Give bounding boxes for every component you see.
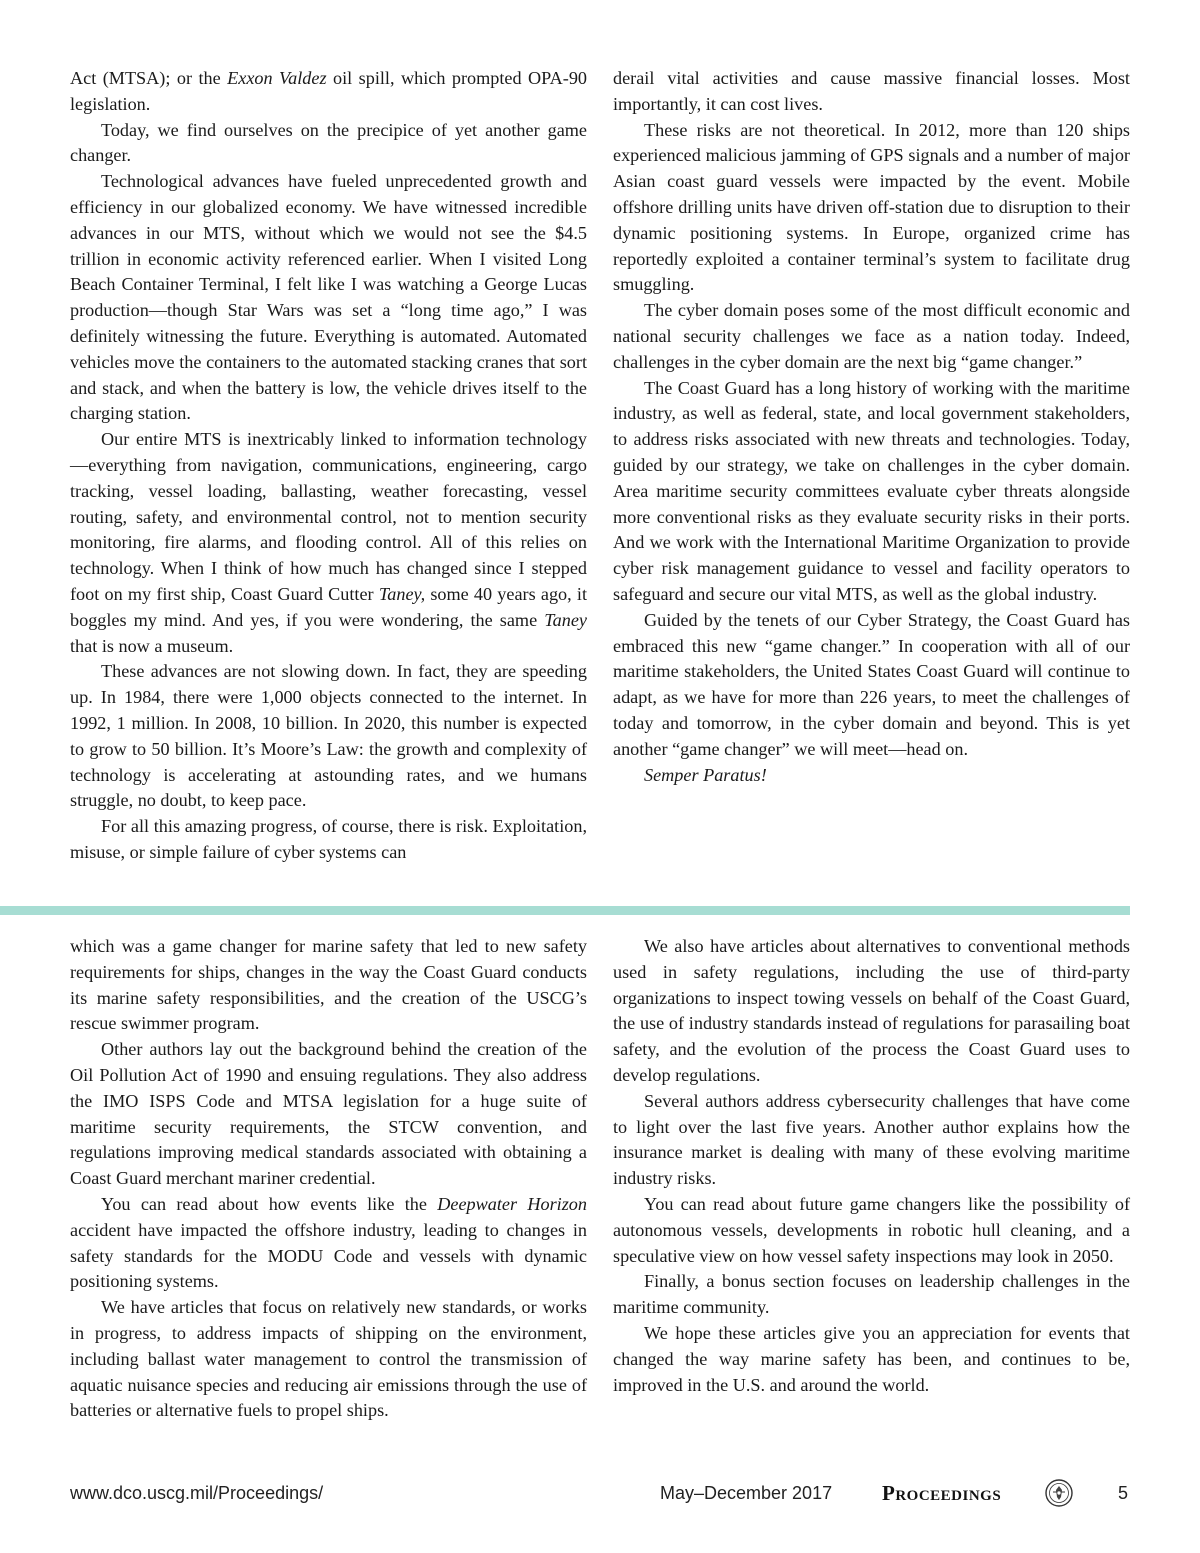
column-top-left	[70, 66, 587, 866]
paragraph	[613, 934, 1130, 1089]
paragraph	[70, 1192, 587, 1295]
footer-publication-title: Proceedings	[882, 1481, 1002, 1505]
paragraph	[70, 1037, 587, 1192]
text-run: Finally, a bonus section focuses on leadership challenges in the maritime community.	[613, 1271, 1130, 1318]
paragraph	[613, 66, 1130, 118]
text-run: which was a game changer for marine safety that led to new safety requirements for ships, changes in the way the Coast Guard conducts its marine safety responsibilities, and the creation of the USCG’s rescue swimmer program.	[70, 936, 587, 1034]
paragraph	[70, 659, 587, 814]
text-run: Guided by the tenets of our Cyber Strategy, the Coast Guard has embraced this new “game changer.” In cooperation with all of our maritime stakeholders, the United States Coast Guard will continue to adapt, as we have for more than 226 years, to meet the challenges of today and tomorrow, in the cyber domain and beyond. This is yet another “game changer” we will meet—head on.	[613, 609, 1130, 759]
text-run: The cyber domain poses some of the most difficult economic and national security challenges we face as a nation today. Indeed, challenges in the cyber domain are the next big “game changer.”	[613, 300, 1130, 372]
column-bottom-right	[613, 934, 1130, 1424]
section-divider	[0, 906, 1130, 915]
paragraph	[70, 427, 587, 659]
italic-text: Exxon Valdez	[227, 68, 327, 88]
text-run: We hope these articles give you an appreciation for events that changed the way marine safety has been, and continues to be, improved in the U.S. and around the world.	[613, 1322, 1130, 1395]
text-run: Today, we find ourselves on the precipice of yet another game changer.	[70, 119, 587, 166]
paragraph	[613, 763, 1130, 789]
footer-url-link[interactable]: www.dco.uscg.mil/Proceedings/	[70, 1483, 324, 1503]
column-top-right	[613, 66, 1130, 866]
text-run: derail vital activities and cause massive financial losses. Most importantly, it can cost lives.	[613, 68, 1130, 114]
paragraph	[613, 376, 1130, 608]
paragraph	[70, 1295, 587, 1424]
text-run: that is now a museum.	[70, 635, 234, 656]
italic-text: Taney	[544, 609, 587, 630]
paragraph	[70, 118, 587, 170]
text-run: some 40 years ago, it boggles my mind. And yes, if you were wondering, the same	[70, 583, 587, 630]
italic-text: Semper Paratus!	[644, 764, 767, 785]
italic-text: Taney,	[378, 583, 426, 604]
italic-text: Deepwater Horizon	[437, 1193, 587, 1214]
text-run: These risks are not theoretical. In 2012, more than 120 ships experienced malicious jamming of GPS signals and a number of major Asian coast guard vessels were impacted by the event. Mobile offshore drilling units have driven off-station due to disruption to their dynamic positioning systems. In Europe, organized crime has reportedly exploited a container terminal’s system to facilitate drug smuggling.	[613, 119, 1130, 295]
column-bottom-left	[70, 934, 587, 1424]
paragraph	[613, 1192, 1130, 1269]
text-run: We have articles that focus on relatively new standards, or works in progress, to address impacts of shipping on the environment, including ballast water management to control the transmission of aquatic nuisance species and reducing air emissions through the use of batteries or alternative fuels to propel ships.	[70, 1297, 587, 1421]
paragraph	[613, 1269, 1130, 1321]
paragraph	[70, 814, 587, 866]
text-run: oil spill, which prompted OPA-90 legislation.	[70, 68, 588, 114]
uscg-seal-icon	[1045, 1479, 1073, 1507]
paragraph	[613, 298, 1130, 375]
page-number: 5	[1118, 1483, 1129, 1503]
text-run: We also have articles about alternatives to conventional methods used in safety regulations, including the use of third-party organizations to inspect towing vessels on behalf of the Coast Guard, the use of industry standards instead of regulations for parasailing boat safety, and the evolution of the process the Coast Guard uses to develop regulations.	[613, 936, 1130, 1085]
text-run: Our entire MTS is inextricably linked to information technology—everything from navigation, communications, engineering, cargo tracking, vessel loading, ballasting, weather forecasting, vessel routing, safety, and environmental control, not to mention security monitoring, fire alarms, and flooding control. All of this relies on technology. When I think of how much has changed since I stepped foot on my first ship, Coast Guard Cutter	[70, 429, 587, 604]
page-footer	[0, 1483, 1200, 1513]
text-run: Act (MTSA); or the	[70, 68, 228, 88]
text-run: Other authors lay out the background behind the creation of the Oil Pollution Act of 1990 and ensuing regulations. They also address the IMO ISPS Code and MTSA legislation for a huge suite of maritime security requirements, the STCW convention, and regulations improving medical standards associated with obtaining a Coast Guard merchant mariner credential.	[70, 1039, 587, 1189]
paragraph	[70, 169, 587, 427]
paragraph	[613, 608, 1130, 763]
text-run: The Coast Guard has a long history of working with the maritime industry, as well as federal, state, and local government stakeholders, to address risks associated with new threats and technologies. Today, guided by our strategy, we take on challenges in the cyber domain. Area maritime security committees evaluate cyber threats alongside more conventional risks as they evaluate security risks in their ports. And we work with the International Maritime Organization to provide cyber risk management guidance to vessel and facility operators to safeguard and secure our vital MTS, as well as the global industry.	[613, 377, 1130, 604]
footer-issue-date: May–December 2017	[660, 1483, 833, 1503]
paragraph	[613, 1089, 1130, 1192]
text-run: You can read about future game changers like the possibility of autonomous vessels, developments in robotic hull cleaning, and a speculative view on how vessel safety inspections may look in 2050.	[613, 1193, 1130, 1266]
text-run: These advances are not slowing down. In fact, they are speeding up. In 1984, there were 1,000 objects connected to the internet. In 1992, 1 million. In 2008, 10 billion. In 2020, this number is expected to grow to 50 billion. It’s Moore’s Law: the growth and complexity of technology is accelerating at astounding rates, and we humans struggle, no doubt, to keep pace.	[70, 661, 587, 811]
paragraph	[70, 934, 587, 1037]
text-run: Technological advances have fueled unprecedented growth and efficiency in our globalized economy. We have witnessed incredible advances in our MTS, without which we would not see the $4.5 trillion in economic activity referenced earlier. When I visited Long Beach Container Terminal, I felt like I was watching a George Lucas production—though Star Wars was set a “long time ago,” I was definitely witnessing the future. Everything is automated. Automated vehicles move the containers to the automated stacking cranes that sort and stack, and when the battery is low, the vehicle drives itself to the charging station.	[70, 171, 587, 424]
text-run: For all this amazing progress, of course, there is risk. Exploitation, misuse, or simple failure of cyber systems can	[70, 816, 587, 862]
text-run: You can read about how events like the	[101, 1193, 438, 1214]
text-run: Several authors address cybersecurity challenges that have come to light over the last five years. Another author explains how the insurance market is dealing with many of these evolving maritime industry risks.	[613, 1090, 1130, 1189]
paragraph	[613, 1321, 1130, 1398]
article-top-section	[70, 66, 1130, 866]
text-run: accident have impacted the offshore industry, leading to changes in safety standards for the MODU Code and vessels with dynamic positioning systems.	[70, 1219, 587, 1292]
article-bottom-section	[70, 934, 1130, 1424]
paragraph	[613, 118, 1130, 299]
paragraph	[70, 66, 587, 118]
